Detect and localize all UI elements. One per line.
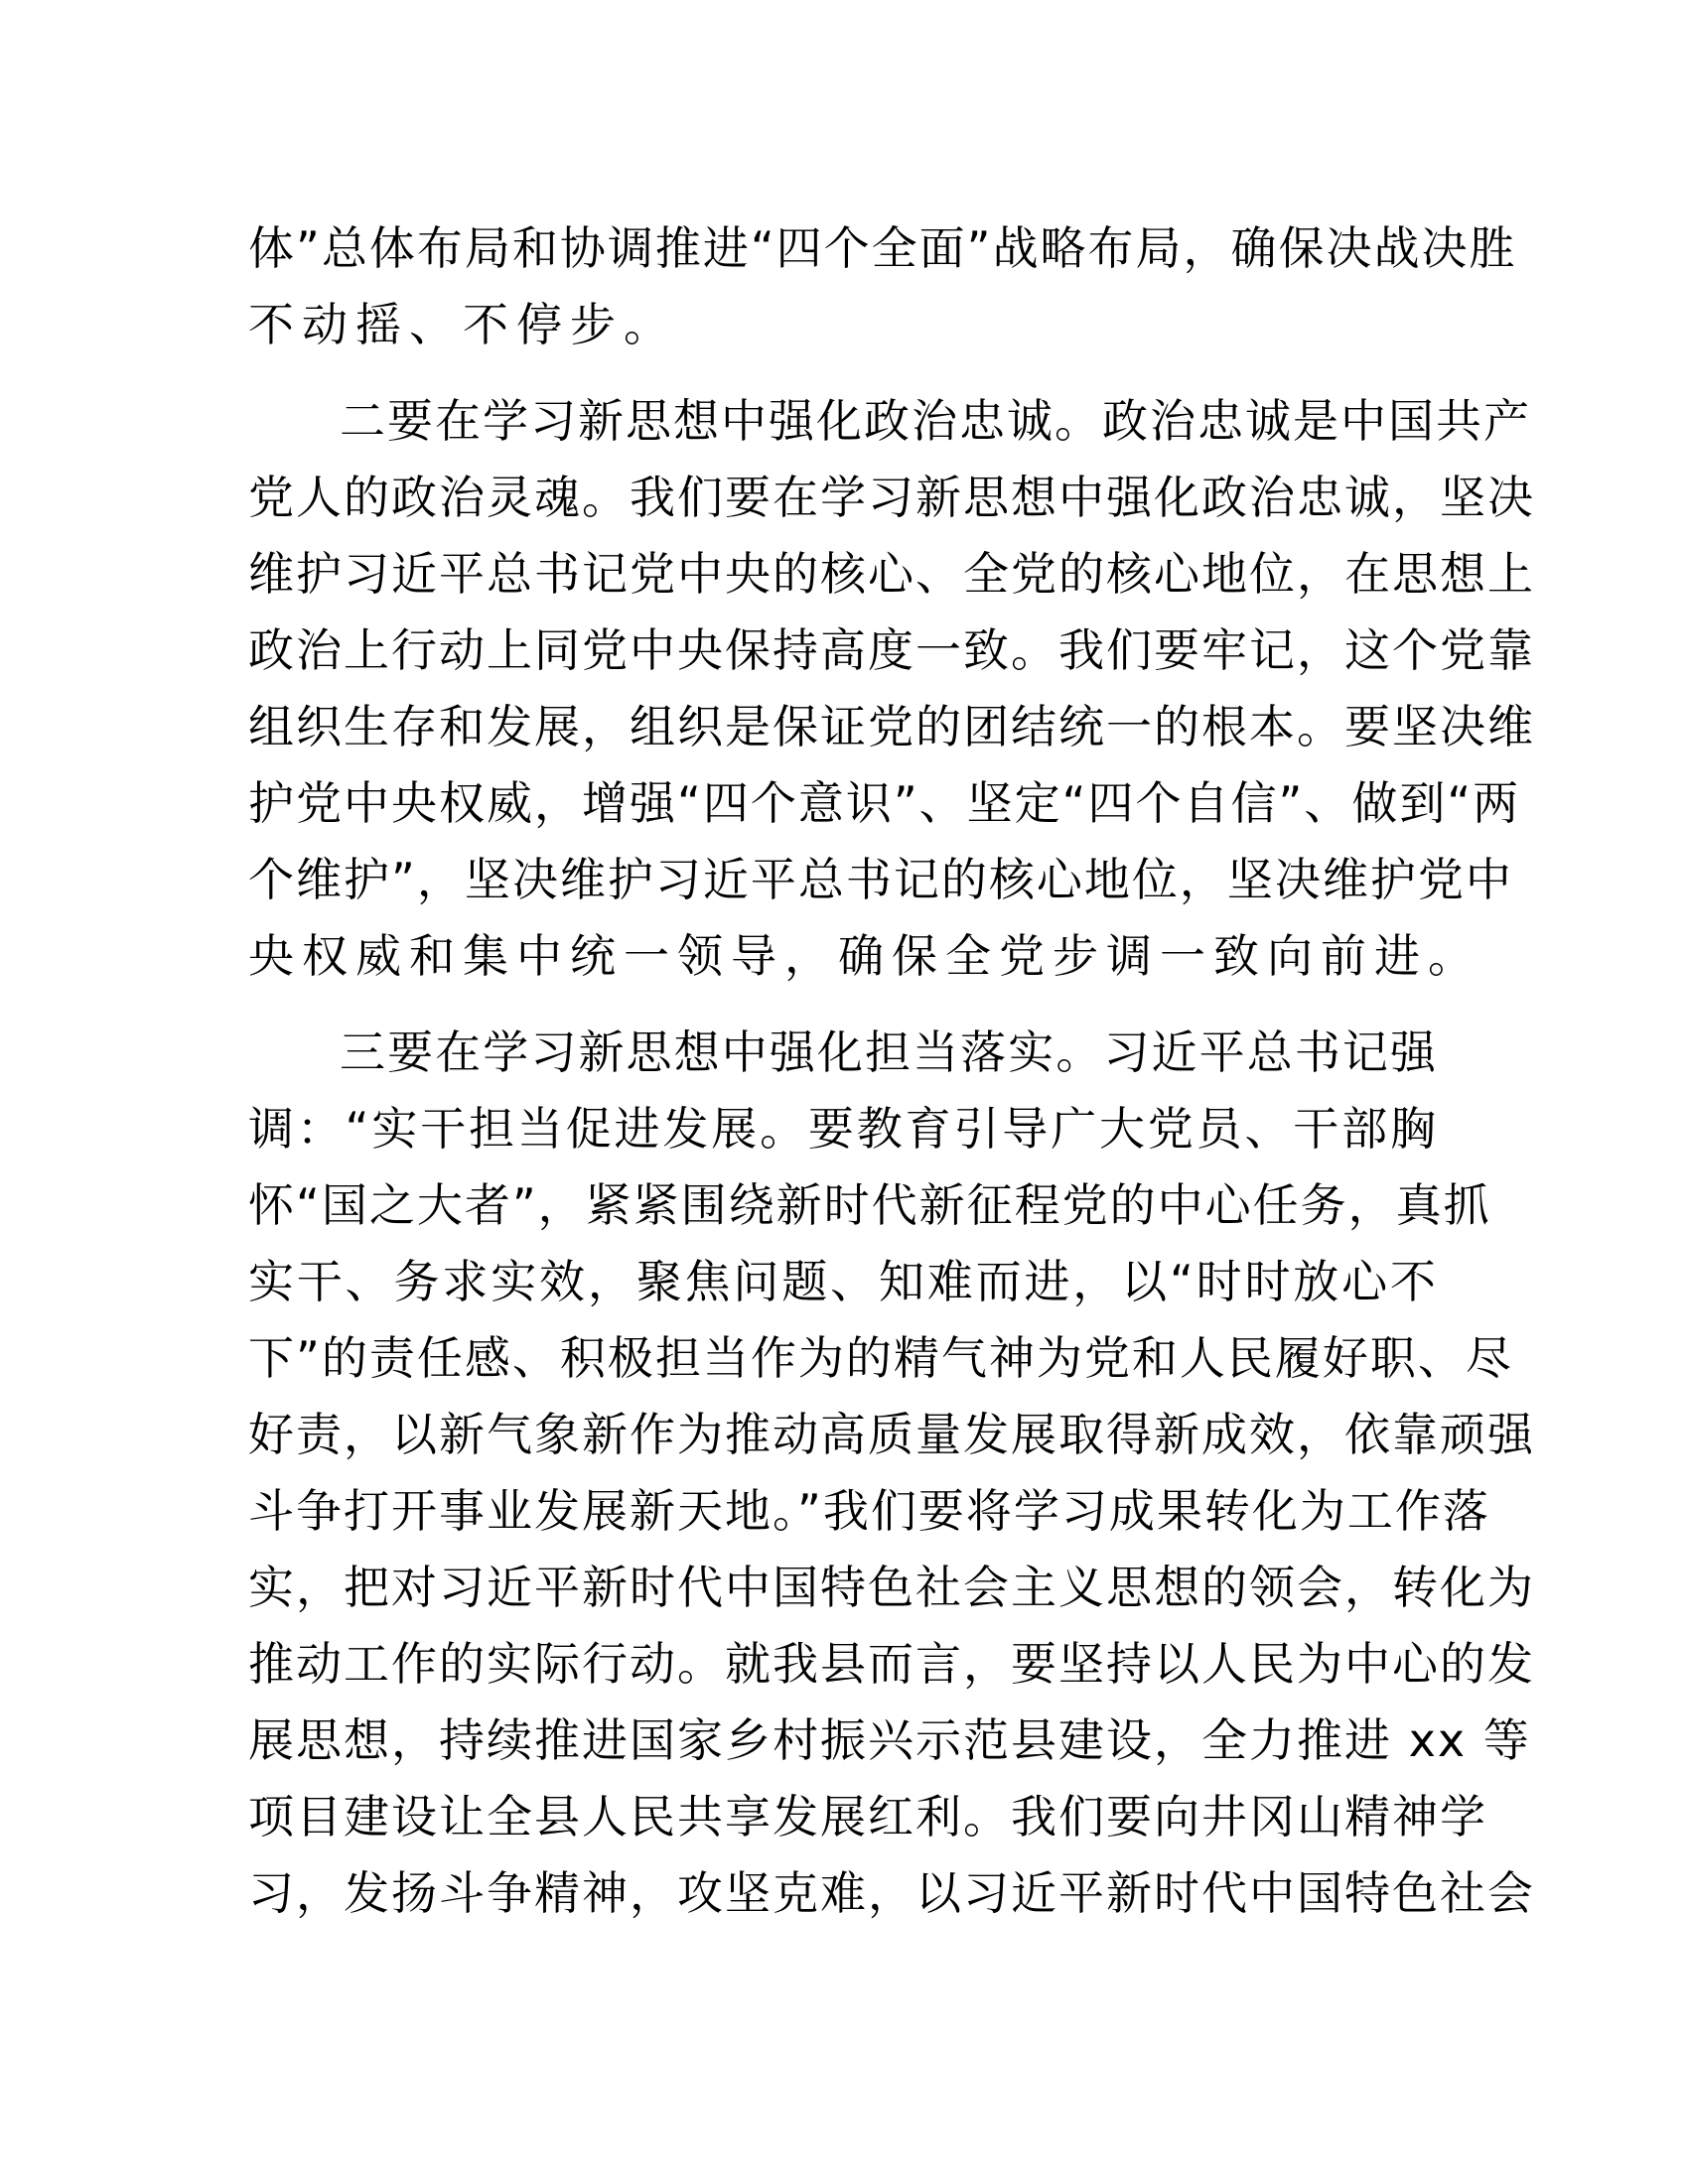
- text-line: 个维护”，坚决维护习近平总书记的核心地位，坚决维护党中: [248, 853, 1513, 906]
- text-line: 怀“国之大者”，紧紧围绕新时代新征程党的中心任务，真抓: [248, 1178, 1491, 1232]
- text-line: 调：“实干担当促进发展。要教育引导广大党员、干部胸: [248, 1102, 1438, 1156]
- text-line: 项目建设让全县人民共享发展红利。我们要向井冈山精神学: [248, 1790, 1487, 1843]
- text-line: 实干、务求实效，聚焦问题、知难而进，以“时时放心不: [248, 1255, 1438, 1308]
- text-line: 二要在学习新思想中强化政治忠诚。政治忠诚是中国共产: [340, 394, 1531, 448]
- text-line: 政治上行动上同党中央保持高度一致。我们要牢记，这个党靠: [248, 623, 1535, 677]
- text-line: 党人的政治灵魂。我们要在学习新思想中强化政治忠诚，坚决: [248, 471, 1535, 524]
- text-line: 央权威和集中统一领导，确保全党步调一致向前进。: [248, 929, 1481, 983]
- text-line: 推动工作的实际行动。就我县而言，要坚持以人民为中心的发: [248, 1637, 1535, 1691]
- text-line: 组织生存和发展，组织是保证党的团结统一的根本。要坚决维: [248, 700, 1535, 753]
- text-line: 护党中央权威，增强“四个意识”、坚定“四个自信”、做到“两: [248, 776, 1521, 830]
- paragraph-2-political-loyalty: [248, 383, 1535, 995]
- text-line: 下”的责任感、积极担当作为的精气神为党和人民履好职、尽: [248, 1331, 1513, 1385]
- text-line: 实，把对习近平新时代中国特色社会主义思想的领会，转化为: [248, 1561, 1535, 1614]
- text-line: 斗争打开事业发展新天地。”我们要将学习成果转化为工作落: [248, 1484, 1490, 1538]
- text-line: 体”总体布局和协调推进“四个全面”战略布局，确保决战决胜: [248, 221, 1517, 275]
- text-line: 三要在学习新思想中强化担当落实。习近平总书记强: [340, 1025, 1438, 1079]
- text-line: 展思想，持续推进国家乡村振兴示范县建设，全力推进 xx 等: [248, 1713, 1531, 1767]
- paragraph-1-continuation: [248, 210, 1517, 363]
- paragraph-3-responsibility: [248, 1015, 1535, 1932]
- document-page: [248, 210, 1535, 1952]
- text-line: 维护习近平总书记党中央的核心、全党的核心地位，在思想上: [248, 547, 1535, 601]
- text-line: 不动摇、不停步。: [248, 298, 677, 351]
- text-line: 习，发扬斗争精神，攻坚克难，以习近平新时代中国特色社会: [248, 1866, 1535, 1920]
- text-line: 好责，以新气象新作为推动高质量发展取得新成效，依靠顽强: [248, 1408, 1535, 1461]
